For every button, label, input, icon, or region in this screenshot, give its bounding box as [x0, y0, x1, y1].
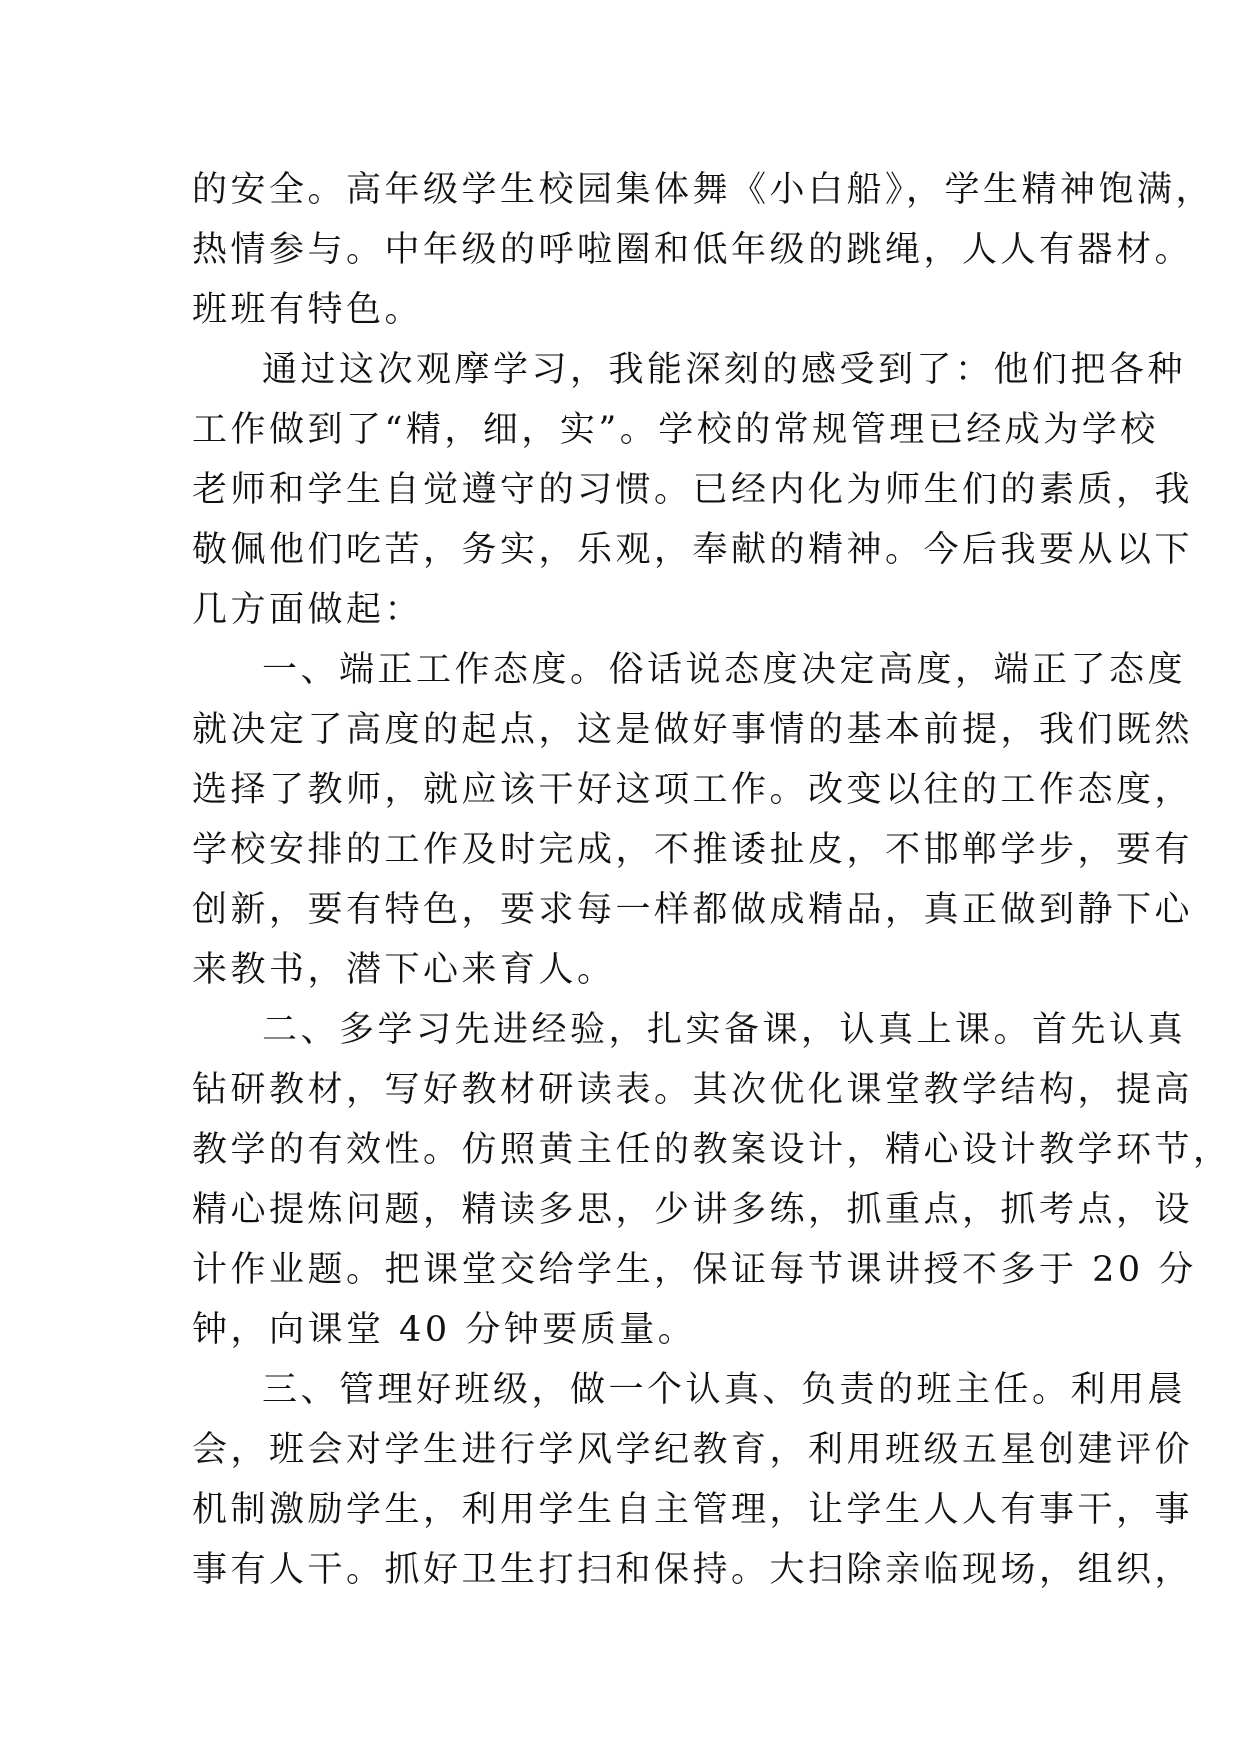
text-line: 创新，要有特色，要求每一样都做成精品，真正做到静下心: [192, 890, 1194, 930]
text-line: 事有人干。抓好卫生打扫和保持。大扫除亲临现场，组织，: [192, 1550, 1194, 1590]
text-line: 教学的有效性。仿照黄主任的教案设计，精心设计教学环节，: [192, 1130, 1232, 1170]
paragraph-first-line: 通过这次观摩学习，我能深刻的感受到了：他们把各种: [262, 350, 1187, 390]
paragraph-first-line: 一、端正工作态度。俗话说态度决定高度，端正了态度: [262, 650, 1187, 690]
text-line: 来教书，潜下心来育人。: [192, 950, 616, 990]
text-line: 就决定了高度的起点，这是做好事情的基本前提，我们既然: [192, 710, 1194, 750]
text-line: 机制激励学生，利用学生自主管理，让学生人人有事干，事: [192, 1490, 1194, 1530]
text-line: 老师和学生自觉遵守的习惯。已经内化为师生们的素质，我: [192, 470, 1194, 510]
text-line: 工作做到了“精，细，实”。学校的常规管理已经成为学校: [192, 410, 1159, 450]
text-line: 学校安排的工作及时完成，不推诿扯皮，不邯郸学步，要有: [192, 830, 1194, 870]
text-line: 几方面做起：: [192, 590, 424, 630]
text-line: 热情参与。中年级的呼啦圈和低年级的跳绳，人人有器材。: [192, 230, 1194, 270]
text-line: 钻研教材，写好教材研读表。其次优化课堂教学结构，提高: [192, 1070, 1194, 1110]
text-line: 选择了教师，就应该干好这项工作。改变以往的工作态度，: [192, 770, 1194, 810]
text-line: 会，班会对学生进行学风学纪教育，利用班级五星创建评价: [192, 1430, 1194, 1470]
text-line: 班班有特色。: [192, 290, 424, 330]
document-body: [192, 160, 1232, 1600]
text-line: 钟，向课堂 40 分钟要质量。: [192, 1310, 697, 1350]
paragraph-first-line: 二、多学习先进经验，扎实备课，认真上课。首先认真: [262, 1010, 1187, 1050]
text-line: 精心提炼问题，精读多思，少讲多练，抓重点，抓考点，设: [192, 1190, 1194, 1230]
text-line: 计作业题。把课堂交给学生，保证每节课讲授不多于 20 分: [192, 1250, 1197, 1290]
paragraph-first-line: 三、管理好班级，做一个认真、负责的班主任。利用晨: [262, 1370, 1187, 1410]
text-line: 的安全。高年级学生校园集体舞《小白船》，学生精神饱满，: [192, 170, 1215, 210]
text-line: 敬佩他们吃苦，务实，乐观，奉献的精神。今后我要从以下: [192, 530, 1194, 570]
